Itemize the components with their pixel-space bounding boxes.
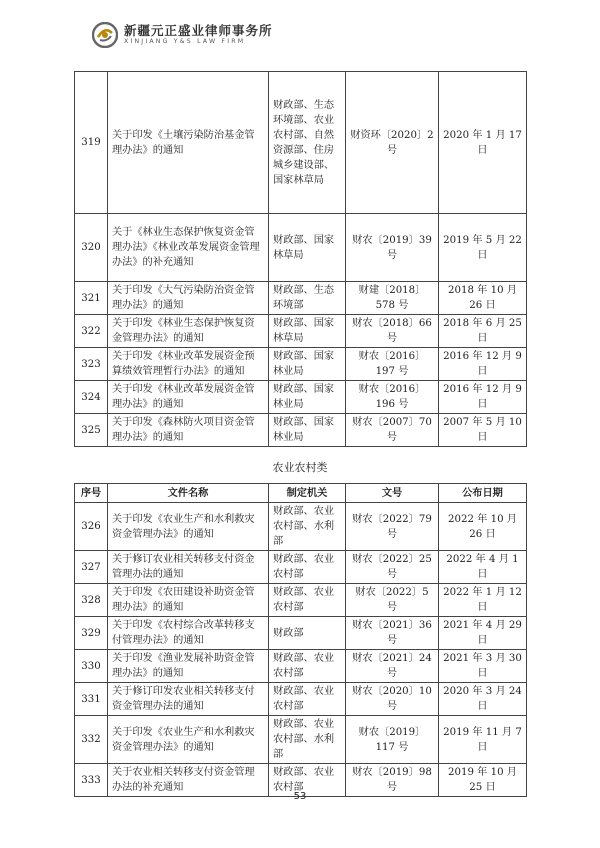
document-number: 财农〔2022〕25 号 <box>346 551 439 584</box>
publish-date: 2020 年 3 月 24 日 <box>439 683 527 716</box>
publish-date: 2019 年 5 月 22 日 <box>439 214 527 282</box>
document-number: 财农〔2007〕70 号 <box>346 414 439 447</box>
issuing-agency: 财政部、国家林业局 <box>269 414 346 447</box>
document-number: 财农〔2018〕66 号 <box>346 315 439 348</box>
document-title: 关于印发《大气污染防治资金管理办法》的通知 <box>108 282 269 315</box>
issuing-agency: 财政部、农业农村部、水利部 <box>269 503 346 551</box>
page-number: 53 <box>293 791 307 802</box>
publish-date: 2021 年 3 月 30 日 <box>439 650 527 683</box>
row-number: 328 <box>75 584 108 617</box>
row-number: 326 <box>75 503 108 551</box>
table-row <box>75 381 527 414</box>
issuing-agency: 财政部、国家林草局 <box>269 214 346 282</box>
publish-date: 2022 年 10 月 26 日 <box>439 503 527 551</box>
document-number: 财农〔2016〕197 号 <box>346 348 439 381</box>
issuing-agency: 财政部、国家林草局 <box>269 315 346 348</box>
document-number: 财农〔2020〕10 号 <box>346 683 439 716</box>
firm-name-en: XINJIANG Y&S LAW FIRM <box>124 38 246 45</box>
document-title: 关于印发《森林防火项目资金管理办法》的通知 <box>108 414 269 447</box>
table-row <box>75 584 527 617</box>
document-title: 关于印发《林业生态保护恢复资金管理办法》的通知 <box>108 315 269 348</box>
row-number: 321 <box>75 282 108 315</box>
issuing-agency: 财政部、国家林业局 <box>269 381 346 414</box>
document-title: 关于农业相关转移支付资金管理办法的补充通知 <box>108 764 269 797</box>
firm-header <box>92 20 352 50</box>
document-number: 财农〔2022〕79 号 <box>346 503 439 551</box>
table-row <box>75 282 527 315</box>
table-row <box>75 716 527 764</box>
document-number: 财农〔2019〕98 号 <box>346 764 439 797</box>
table-row <box>75 503 527 551</box>
issuing-agency: 财政部、农业农村部 <box>269 764 346 797</box>
row-number: 327 <box>75 551 108 584</box>
publish-date: 2020 年 1 月 17 日 <box>439 72 527 214</box>
col-header-docno: 文号 <box>346 484 439 503</box>
firm-name-cn: 新疆元正盛业律师事务所 <box>124 23 273 38</box>
document-title: 关于印发《农村综合改革转移支付管理办法》的通知 <box>108 617 269 650</box>
issuing-agency: 财政部、生态环境部、农业农村部、自然资源部、住房城乡建设部、国家林草局 <box>269 72 346 214</box>
document-number: 财农〔2019〕117 号 <box>346 716 439 764</box>
table-row <box>75 617 527 650</box>
row-number: 332 <box>75 716 108 764</box>
col-header-date: 公布日期 <box>439 484 527 503</box>
row-number: 329 <box>75 617 108 650</box>
publish-date: 2019 年 10 月 25 日 <box>439 764 527 797</box>
document-title: 关于修订印发农业相关转移支付资金管理办法的通知 <box>108 683 269 716</box>
document-title: 关于印发《林业改革发展资金管理办法》的通知 <box>108 381 269 414</box>
row-number: 331 <box>75 683 108 716</box>
issuing-agency: 财政部、农业农村部 <box>269 683 346 716</box>
publish-date: 2016 年 12 月 9 日 <box>439 381 527 414</box>
document-title: 关于印发《林业改革发展资金预算绩效管理暂行办法》的通知 <box>108 348 269 381</box>
table-row <box>75 315 527 348</box>
issuing-agency: 财政部、农业农村部 <box>269 551 346 584</box>
document-title: 关于《林业生态保护恢复资金管理办法》《林业改革发展资金管理办法》的补充通知 <box>108 214 269 282</box>
document-number: 财资环〔2020〕2 号 <box>346 72 439 214</box>
row-number: 323 <box>75 348 108 381</box>
document-number: 财农〔2019〕39 号 <box>346 214 439 282</box>
document-number: 财建〔2018〕578 号 <box>346 282 439 315</box>
document-title: 关于印发《渔业发展补助资金管理办法》的通知 <box>108 650 269 683</box>
document-number: 财农〔2021〕36 号 <box>346 617 439 650</box>
document-title: 关于印发《土壤污染防治基金管理办法》的通知 <box>108 72 269 214</box>
issuing-agency: 财政部、农业农村部 <box>269 650 346 683</box>
publish-date: 2018 年 10 月 26 日 <box>439 282 527 315</box>
document-title: 关于印发《农业生产和水利救灾资金管理办法》的通知 <box>108 716 269 764</box>
table-header-row <box>75 484 527 503</box>
regulations-table-ecology <box>74 71 527 447</box>
table-row <box>75 214 527 282</box>
row-number: 320 <box>75 214 108 282</box>
document-title: 关于印发《农业生产和水利救灾资金管理办法》的通知 <box>108 503 269 551</box>
publish-date: 2019 年 11 月 7 日 <box>439 716 527 764</box>
table-row <box>75 683 527 716</box>
firm-logo-icon <box>92 22 118 48</box>
publish-date: 2022 年 4 月 1 日 <box>439 551 527 584</box>
row-number: 319 <box>75 72 108 214</box>
document-title: 关于印发《农田建设补助资金管理办法》的通知 <box>108 584 269 617</box>
table-row <box>75 551 527 584</box>
issuing-agency: 财政部、农业农村部 <box>269 584 346 617</box>
issuing-agency: 财政部、国家林业局 <box>269 348 346 381</box>
table-row <box>75 650 527 683</box>
issuing-agency: 财政部 <box>269 617 346 650</box>
row-number: 322 <box>75 315 108 348</box>
row-number: 333 <box>75 764 108 797</box>
document-number: 财农〔2022〕5 号 <box>346 584 439 617</box>
row-number: 330 <box>75 650 108 683</box>
issuing-agency: 财政部、农业农村部、水利部 <box>269 716 346 764</box>
table-row <box>75 348 527 381</box>
publish-date: 2021 年 4 月 29 日 <box>439 617 527 650</box>
publish-date: 2018 年 6 月 25 日 <box>439 315 527 348</box>
document-number: 财农〔2021〕24 号 <box>346 650 439 683</box>
publish-date: 2016 年 12 月 9 日 <box>439 348 527 381</box>
regulations-table-agriculture <box>74 483 527 797</box>
row-number: 324 <box>75 381 108 414</box>
table-row <box>75 414 527 447</box>
publish-date: 2022 年 1 月 12 日 <box>439 584 527 617</box>
col-header-agency: 制定机关 <box>269 484 346 503</box>
col-header-name: 文件名称 <box>108 484 269 503</box>
col-header-no: 序号 <box>75 484 108 503</box>
table-row <box>75 72 527 214</box>
issuing-agency: 财政部、生态环境部 <box>269 282 346 315</box>
publish-date: 2007 年 5 月 10 日 <box>439 414 527 447</box>
document-number: 财农〔2016〕196 号 <box>346 381 439 414</box>
document-title: 关于修订农业相关转移支付资金管理办法的通知 <box>108 551 269 584</box>
row-number: 325 <box>75 414 108 447</box>
section-title-agriculture: 农业农村类 <box>272 461 328 474</box>
